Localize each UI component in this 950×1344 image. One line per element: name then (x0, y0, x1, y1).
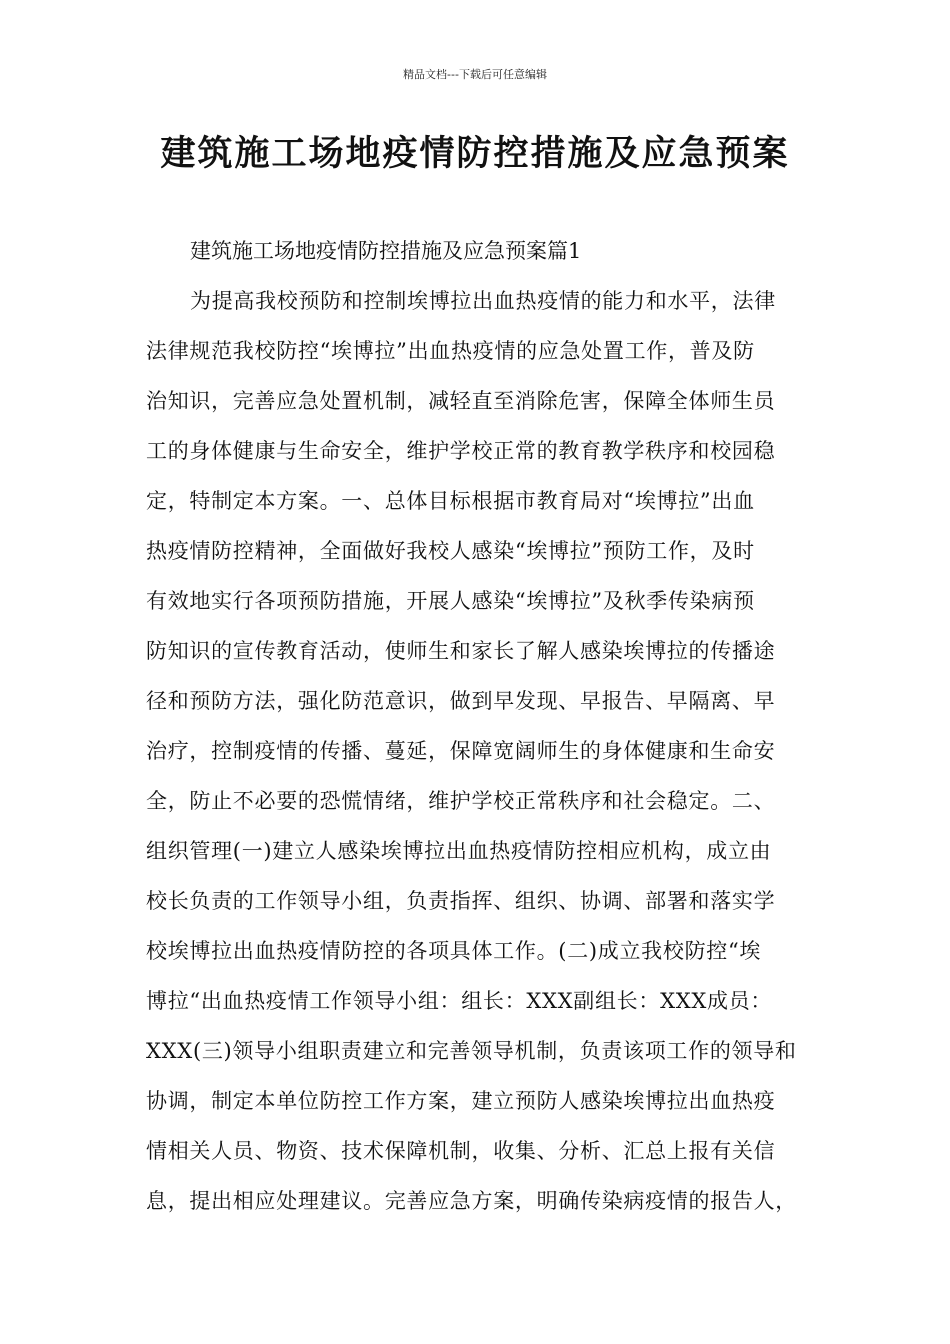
body-line: 法律规范我校防控“埃博拉”出血热疫情的应急处置工作，普及防 (146, 339, 755, 363)
body-line: 校埃博拉出血热疫情防控的各项具体工作。(二)成立我校防控“埃 (146, 939, 762, 963)
body-line: 防知识的宣传教育活动，使师生和家长了解人感染埃博拉的传播途 (146, 639, 776, 663)
body-line: 定，特制定本方案。一、总体目标根据市教育局对“埃博拉”出血 (146, 489, 755, 513)
body-line: 热疫情防控精神，全面做好我校人感染“埃博拉”预防工作，及时 (146, 539, 755, 563)
body-line: 博拉“出血热疫情工作领导小组：组长：XXX副组长：XXX成员： (146, 989, 773, 1013)
body-line: 全，防止不必要的恐慌情绪，维护学校正常秩序和社会稳定。二、 (146, 789, 776, 813)
body-line: 治疗，控制疫情的传播、蔓延，保障宽阔师生的身体健康和生命安 (146, 739, 776, 763)
header-note: 精品文档---下载后可任意编辑 (403, 68, 547, 81)
body-line: 息，提出相应处理建议。完善应急方案，明确传染病疫情的报告人， (146, 1189, 797, 1213)
body-line: 工的身体健康与生命安全，维护学校正常的教育教学秩序和校园稳 (146, 439, 776, 463)
section-subtitle: 建筑施工场地疫情防控措施及应急预案篇1 (190, 239, 582, 263)
body-line: 协调，制定本单位防控工作方案，建立预防人感染埃博拉出血热疫 (146, 1089, 776, 1113)
body-line: 校长负责的工作领导小组，负责指挥、组织、协调、部署和落实学 (146, 889, 776, 913)
body-line: 情相关人员、物资、技术保障机制，收集、分析、汇总上报有关信 (146, 1139, 776, 1163)
body-line: 治知识，完善应急处置机制，减轻直至消除危害，保障全体师生员 (146, 389, 776, 413)
body-text (146, 284, 826, 1234)
body-line: 为提高我校预防和控制埃博拉出血热疫情的能力和水平，法律 (190, 289, 776, 313)
body-line: 组织管理(一)建立人感染埃博拉出血热疫情防控相应机构，成立由 (146, 839, 772, 863)
body-line: 径和预防方法，强化防范意识，做到早发现、早报告、早隔离、早 (146, 689, 776, 713)
body-line: 有效地实行各项预防措施，开展人感染“埃博拉”及秋季传染病预 (146, 589, 755, 613)
body-line: XXX(三)领导小组职责建立和完善领导机制，负责该项工作的领导和 (146, 1039, 797, 1063)
document-title: 建筑施工场地疫情防控措施及应急预案 (160, 133, 790, 174)
